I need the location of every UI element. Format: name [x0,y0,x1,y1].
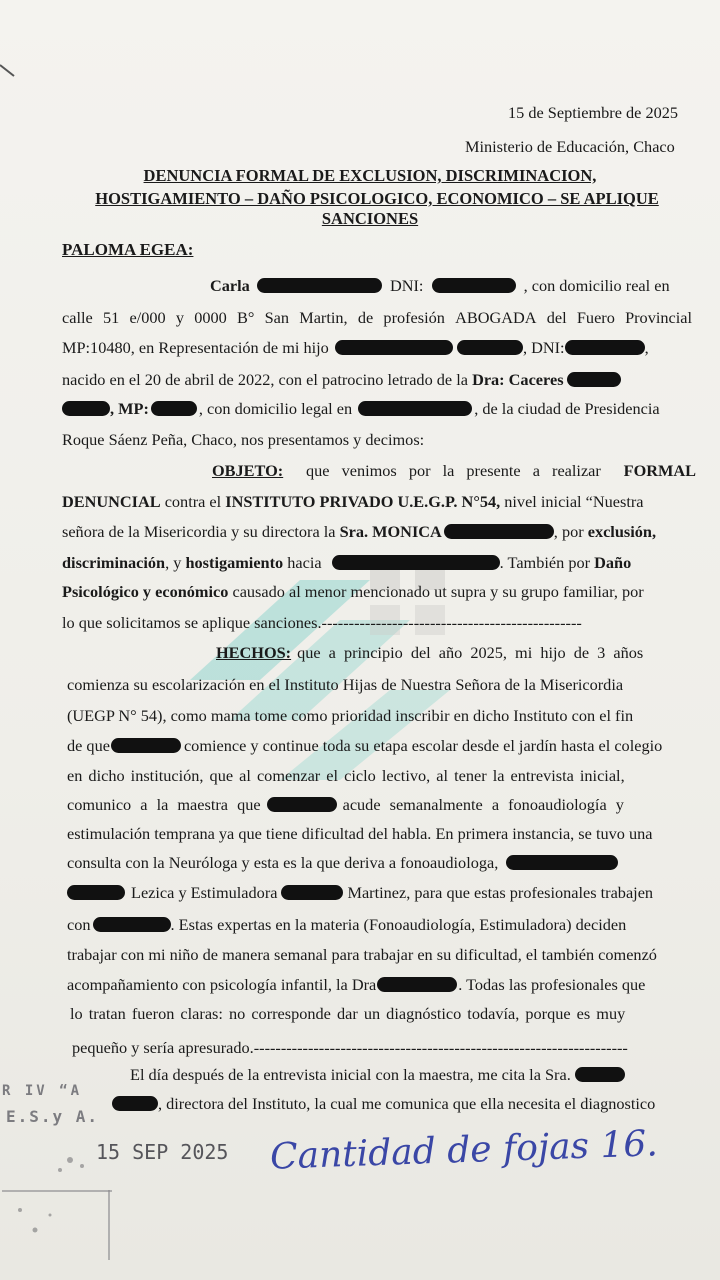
paper-corner-mark [0,60,20,80]
redaction [257,278,382,293]
redaction [565,340,645,355]
hechos-line-10: con . Estas expertas en la materia (Fonoaudiología, Estimuladora) deciden [67,915,627,934]
paragraph-1-line-2: calle 51 e/000 y 0000 B° San Martin, de profesión ABOGADA del Fuero Provincial [62,308,692,327]
redaction [358,401,472,416]
redaction [575,1067,625,1082]
stamp-line-1: R IV “A [2,1083,83,1099]
hechos-line-3: (UEGP N° 54), como mama tome como prioridad inscribir en dicho Instituto con el fin [67,706,634,725]
paragraph-1-line-4: nacido en el 20 de abril de 2022, con el patrocino letrado de la Dra: Caceres [62,370,621,390]
recipient: Ministerio de Educación, Chaco [465,137,675,156]
stamp-date: 15 SEP 2025 [96,1140,229,1164]
redaction [93,917,171,932]
redaction [67,885,125,900]
stamp-smudge [0,1140,120,1260]
redaction [506,855,618,870]
hechos-line-6: comunico a la maestra que acude semanalmente a fonoaudiología y [67,795,624,814]
hechos-line-1: HECHOS: que a principio del año 2025, mi hijo de 3 años [216,643,644,662]
hechos-line-5: en dicho institución, que al comenzar el ciclo lectivo, al tener la entrevista inicial, [67,766,625,785]
hechos-line-9: Lezica y Estimuladora Martinez, para que estas profesionales trabajen [67,883,653,903]
objeto-line-2: DENUNCIAL contra el INSTITUTO PRIVADO U.E.G.P. N°54, nivel inicial “Nuestra [62,492,644,511]
document-date: 15 de Septiembre de 2025 [508,103,679,122]
hechos-line-12: acompañamiento con psicología infantil, la Dra . Todas las profesionales que [67,975,646,994]
paragraph-1-line-5: , MP: , con domicilio legal en , de la ciudad de Presidencia [62,399,660,419]
addressee: PALOMA EGEA: [62,240,194,259]
document-title-line-1: DENUNCIA FORMAL DE EXCLUSION, DISCRIMINACION, [143,166,597,185]
document-title-line-2: HOSTIGAMIENTO – DAÑO PSICOLOGICO, ECONOMICO – SE APLIQUE [95,189,659,208]
paragraph-last-line-2: , directora del Instituto, la cual me comunica que ella necesita el diagnostico [112,1094,655,1114]
objeto-line-1: OBJETO: que venimos por la presente a realizar FORMAL [212,461,696,480]
hechos-line-13: lo tratan fueron claras: no corresponde dar un diagnóstico todavía, porque es muy [70,1004,626,1023]
paragraph-1-line-3: MP:10480, en Representación de mi hijo , DNI: , [62,338,649,357]
hechos-line-4: de que comience y continue toda su etapa escolar desde el jardín hasta el colegio [67,736,663,755]
redaction [335,340,453,355]
hechos-line-7: estimulación temprana ya que tiene dificultad del habla. En primera instancia, se tuvo una [67,824,653,843]
redaction [281,885,343,900]
paragraph-1-line-1: Carla DNI: , con domicilio real en [210,276,670,295]
redaction [332,555,500,570]
redaction [111,738,181,753]
objeto-line-5: Psicológico y económico causado al menor mencionado ut supra y su grupo familiar, por [62,582,644,601]
redaction [377,977,457,992]
paragraph-1-line-6: Roque Sáenz Peña, Chaco, nos presentamos y decimos: [62,430,425,449]
redaction [151,401,197,416]
paragraph-last-line-1: El día después de la entrevista inicial con la maestra, me cita la Sra. [130,1065,625,1085]
document-title-line-3: SANCIONES [321,209,419,228]
redaction [112,1096,158,1111]
objeto-line-3: señora de la Misericordia y su directora la Sra. MONICA , por exclusión, [62,522,657,541]
hechos-line-8: consulta con la Neuróloga y esta es la que deriva a fonoaudiologa, [67,853,618,873]
hechos-line-14: pequeño y sería apresurado.--------------------------------------------------------------------- [72,1038,628,1057]
stamp-line-2: E.S.y A. [6,1107,100,1126]
objeto-line-4: discriminación, y hostigamiento hacia . También por Daño [62,553,632,572]
redaction [267,797,337,812]
hechos-line-11: trabajar con mi niño de manera semanal para trabajar en su dificultad, el también comenzó [67,945,657,964]
redaction [62,401,110,416]
redaction [567,372,621,387]
handwritten-note: Cantidad de fojas 16. [269,1123,659,1178]
objeto-line-6: lo que solicitamos se aplique sanciones.------------------------------------------------ [62,613,582,632]
redaction [432,278,516,293]
redaction [444,524,554,539]
hechos-line-2: comienza su escolarización en el Instituto Hijas de Nuestra Señora de la Misericordia [67,675,624,694]
redaction [457,340,523,355]
